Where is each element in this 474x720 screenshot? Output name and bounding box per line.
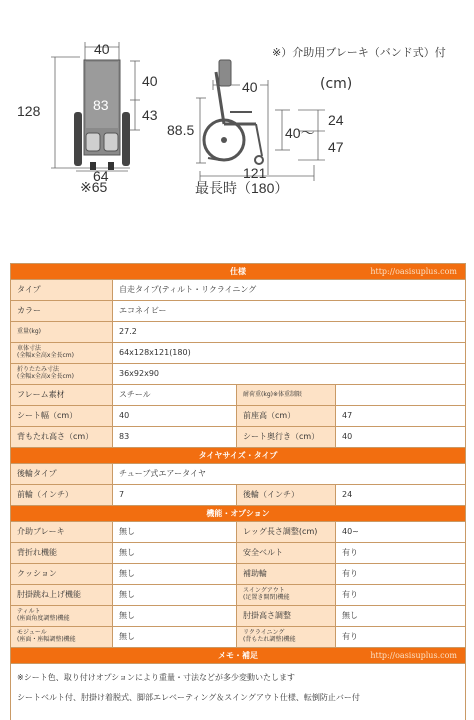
memo-cell [11, 664, 466, 720]
tilt-label-line1: ティルト [17, 608, 41, 616]
reclining-label-line2: (背もたれ調整)機能 [243, 636, 296, 643]
armrest-height-value: 無し [336, 606, 466, 627]
tilt-label-line2: (座面角度調整)機能 [17, 615, 70, 622]
safety-belt-label: 安全ベルト [237, 543, 336, 564]
frame-value: スチール [113, 385, 237, 406]
back-fold-label: 背折れ機能 [11, 543, 113, 564]
brake-note: ※）介助用ブレーキ（バンド式）付 [272, 46, 446, 59]
table-row [11, 522, 466, 543]
type-label: タイプ [11, 280, 113, 301]
table-row [11, 585, 466, 606]
seat-depth-value: 40 [336, 427, 466, 448]
front-dim-40-label: 40 [142, 73, 158, 89]
table-row [11, 664, 466, 720]
back-height-label: 背もたれ高さ（cm） [11, 427, 113, 448]
side-length-label: 121 [243, 165, 267, 181]
body-size-label [11, 343, 113, 364]
side-leg-length-label: 40～ [285, 125, 315, 141]
front-width-bottom-label: 64 [93, 168, 109, 184]
seat-width-label: シート幅（cm） [11, 406, 113, 427]
side-dim-40-label: 40 [242, 79, 258, 95]
swing-out-label-line2: (足置き開閉)機能 [243, 594, 290, 601]
site-url-2: http://oasisuplus.com [370, 651, 457, 660]
swing-out-label-line1: スイングアウト [243, 587, 285, 595]
modular-value: 無し [113, 627, 237, 648]
armrest-height-label: 肘掛高さ調整 [237, 606, 336, 627]
leg-length-value: 40~ [336, 522, 466, 543]
front-width-top-label: 40 [94, 41, 110, 57]
brake-value: 無し [113, 522, 237, 543]
swing-out-value: 有り [336, 585, 466, 606]
rear-type-label: 後輪タイプ [11, 464, 113, 485]
front-dim-43-label: 43 [142, 107, 158, 123]
body-size-label-line1: 車体寸法 [17, 345, 42, 353]
modular-label-line1: モジュール [17, 629, 47, 637]
front-height-label: 128 [17, 103, 41, 119]
side-dim-47-label: 47 [328, 139, 344, 155]
aux-wheel-value: 有り [336, 564, 466, 585]
frame-label: フレーム素材 [11, 385, 113, 406]
front-wheel-label: 前輪（インチ） [11, 485, 113, 506]
section-header-specs [11, 264, 466, 280]
modular-label [11, 627, 113, 648]
front-wheel-value: 7 [113, 485, 237, 506]
rear-wheel-label: 後輪（インチ） [237, 485, 336, 506]
side-dim-24-label: 24 [328, 112, 344, 128]
load-value [336, 385, 466, 406]
section-header-tire [11, 448, 466, 464]
swing-out-label [237, 585, 336, 606]
header-specs-label: 仕様 [230, 266, 246, 276]
section-header-memo [11, 648, 466, 664]
aux-wheel-label: 補助輪 [237, 564, 336, 585]
table-row [11, 485, 466, 506]
folded-size-label-line1: 折りたたみ寸法 [17, 366, 60, 374]
front-seat-height-label: 前座高（cm） [237, 406, 336, 427]
table-row [11, 606, 466, 627]
reclining-label [237, 627, 336, 648]
table-row [11, 364, 466, 385]
folded-size-value: 36x92x90 [113, 364, 466, 385]
dimension-drawings [0, 0, 474, 230]
table-row [11, 627, 466, 648]
brake-label: 介助ブレーキ [11, 522, 113, 543]
table-row [11, 543, 466, 564]
back-height-value: 83 [113, 427, 237, 448]
weight-label: 重量(kg) [11, 322, 113, 343]
front-back-height-label: 83 [93, 97, 109, 113]
table-row [11, 564, 466, 585]
back-fold-value: 無し [113, 543, 237, 564]
armrest-lift-label: 肘掛跳ね上げ機能 [11, 585, 113, 606]
unit-label: (cm) [320, 76, 353, 92]
header-memo-label: メモ・補足 [218, 650, 258, 660]
safety-belt-value: 有り [336, 543, 466, 564]
body-size-value: 64x128x121(180) [113, 343, 466, 364]
header-tire-label: タイヤサイズ・タイプ [11, 448, 466, 464]
color-value: エコネイビー [113, 301, 466, 322]
cushion-value: 無し [113, 564, 237, 585]
front-folded-label: ※65 [80, 179, 108, 195]
spec-table [10, 263, 465, 720]
table-row [11, 322, 466, 343]
reclining-value: 有り [336, 627, 466, 648]
table-row [11, 301, 466, 322]
table-row [11, 427, 466, 448]
table-row [11, 406, 466, 427]
type-value: 自走タイプ(ティルト・リクライニング [113, 280, 466, 301]
reclining-label-line1: リクライニング [243, 629, 285, 637]
memo-line-2: シートベルト付、肘掛け着脱式、脚部エレベーティング＆スイングアウト仕様、転倒防止バー付 [17, 693, 360, 702]
front-seat-height-value: 47 [336, 406, 466, 427]
table-row [11, 385, 466, 406]
table-row [11, 343, 466, 364]
table-row [11, 464, 466, 485]
seat-width-value: 40 [113, 406, 237, 427]
folded-size-label-line2: (全幅x全高x全長cm) [17, 373, 74, 380]
leg-length-label: レッグ長さ調整(cm) [237, 522, 336, 543]
color-label: カラー [11, 301, 113, 322]
body-size-label-line2: (全幅x全高x全長cm) [17, 352, 74, 359]
site-url: http://oasisuplus.com [370, 267, 457, 276]
armrest-lift-value: 無し [113, 585, 237, 606]
tilt-value: 無し [113, 606, 237, 627]
weight-value: 27.2 [113, 322, 466, 343]
tilt-label [11, 606, 113, 627]
memo-line-1: ※シート色、取り付けオプションにより重量・寸法などが多少変動いたします [17, 673, 295, 682]
table-row [11, 280, 466, 301]
header-func-label: 機能・オプション [11, 506, 466, 522]
section-header-functions [11, 506, 466, 522]
folded-size-label [11, 364, 113, 385]
rear-type-value: チューブ式エアータイヤ [113, 464, 466, 485]
side-length-max-label: 最長時（180） [195, 180, 289, 196]
rear-wheel-value: 24 [336, 485, 466, 506]
seat-depth-label: シート奥行き（cm） [237, 427, 336, 448]
load-label: 耐荷重(kg)※体重制限 [237, 385, 336, 406]
side-height-label: 88.5 [167, 122, 195, 138]
cushion-label: クッション [11, 564, 113, 585]
modular-label-line2: (座面・座幅調整)機能 [17, 636, 76, 643]
